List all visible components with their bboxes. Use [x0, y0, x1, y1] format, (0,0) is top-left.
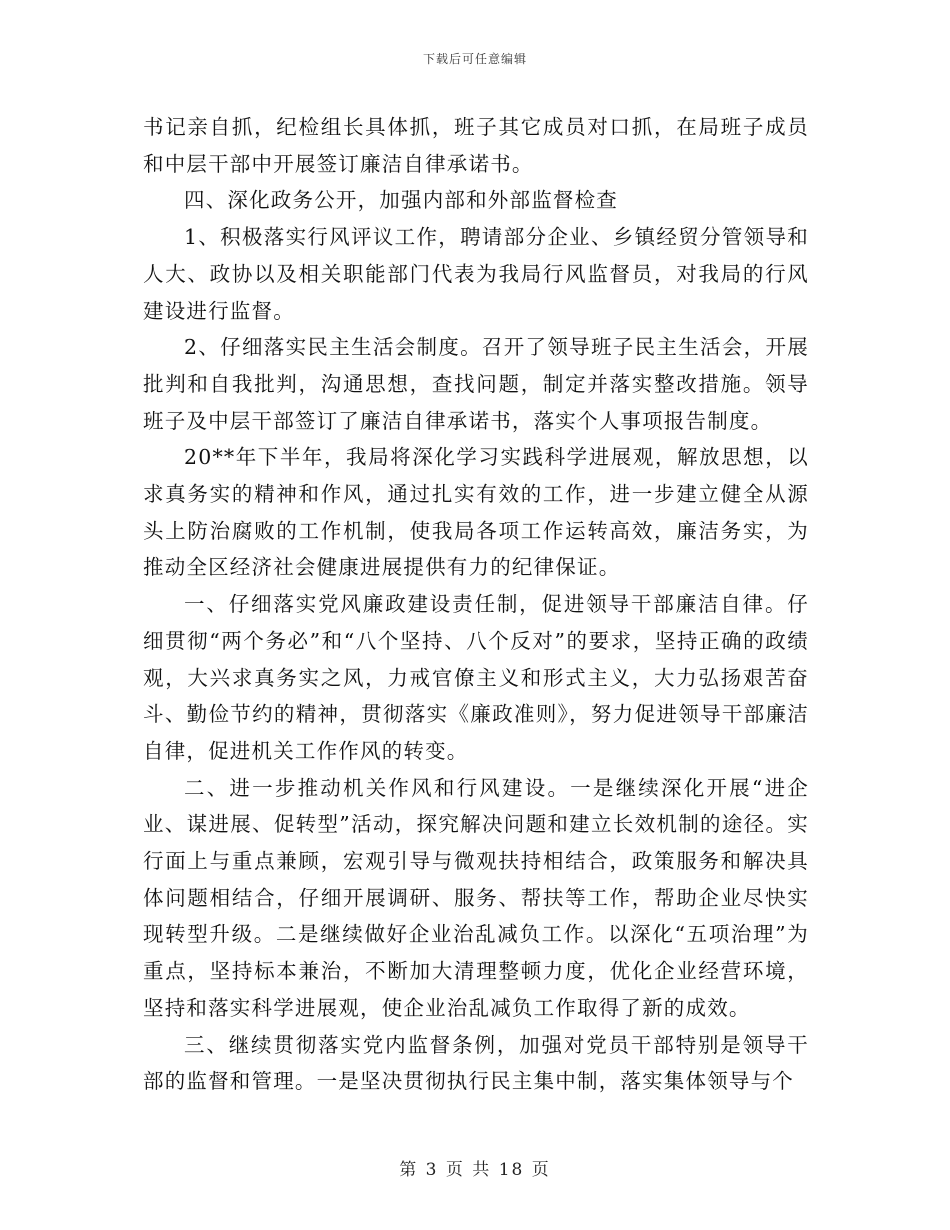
page-number: 第 3 页 共 18 页	[399, 1160, 551, 1180]
section-heading-4: 四、深化政务公开，加强内部和外部监督检查	[184, 188, 618, 213]
document-body	[143, 109, 809, 1100]
paragraph-item-1: 1、积极落实行风评议工作，聘请部分企业、乡镇经贸分管领导和人大、政协以及相关职能部门代表为我局行风监督员，对我局的行风建设进行监督。	[143, 225, 809, 323]
paragraph-section-2: 二、进一步推动机关作风和行风建设。一是继续深化开展“进企业、谋进展、促转型”活动，探究解决问题和建立长效机制的途径。实行面上与重点兼顾，宏观引导与微观扶持相结合，政策服务和解决具体问题相结合，仔细开展调研、服务、帮扶等工作，帮助企业尽快实现转型升级。二是继续做好企业治乱减负工作。以深化“五项治理”为重点，坚持标本兼治，不断加大清理整顿力度，优化企业经营环境，坚持和落实科学进展观，使企业治乱减负工作取得了新的成效。	[143, 775, 809, 1020]
paragraph-item-2: 2、仔细落实民主生活会制度。召开了领导班子民主生活会，开展批判和自我批判，沟通思想，查找问题，制定并落实整改措施。领导班子及中层干部签订了廉洁自律承诺书，落实个人事项报告制度。	[143, 335, 809, 433]
page-header-note: 下载后可任意编辑	[422, 52, 527, 66]
paragraph-section-1: 一、仔细落实党风廉政建设责任制，促进领导干部廉洁自律。仔细贯彻“两个务必”和“八个坚持、八个反对”的要求，坚持正确的政绩观，大兴求真务实之风，力戒官僚主义和形式主义，大力弘扬艰苦奋斗、勤俭节约的精神，贯彻落实《廉政准则》，努力促进领导干部廉洁自律，促进机关工作作风的转变。	[143, 592, 809, 763]
paragraph-continued: 书记亲自抓，纪检组长具体抓，班子其它成员对口抓，在局班子成员和中层干部中开展签订廉洁自律承诺书。	[143, 115, 809, 176]
paragraph-section-3: 三、继续贯彻落实党内监督条例，加强对党员干部特别是领导干部的监督和管理。一是坚决贯彻执行民主集中制，落实集体领导与个	[143, 1032, 809, 1094]
paragraph-plan-intro: 20**年下半年，我局将深化学习实践科学进展观，解放思想，以求真务实的精神和作风，通过扎实有效的工作，进一步建立健全从源头上防治腐败的工作机制，使我局各项工作运转高效，廉洁务实，为推动全区经济社会健康进展提供有力的纪律保证。	[143, 445, 809, 580]
